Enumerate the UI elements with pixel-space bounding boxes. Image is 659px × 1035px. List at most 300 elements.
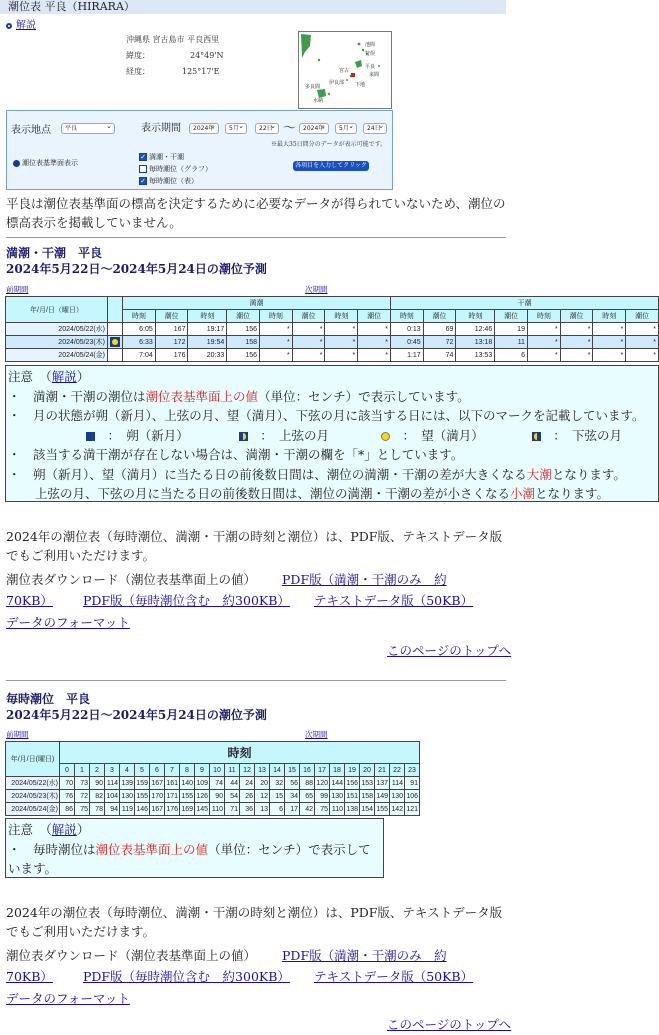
col-header: 時刻 <box>456 310 495 323</box>
hourly-value-cell: 44 <box>225 777 240 790</box>
low-tide-cell: * <box>560 323 593 336</box>
hourly-value-cell: 155 <box>135 790 150 803</box>
hourly-value-cell: 153 <box>360 777 375 790</box>
high-tide-cell: 19:54 <box>188 336 227 349</box>
hourly-value-cell: 42 <box>300 803 315 816</box>
location-info <box>126 32 224 80</box>
hourly-value-cell: 156 <box>345 777 360 790</box>
hourly-value-cell: 76 <box>60 790 75 803</box>
high-tide-cell: 172 <box>155 336 188 349</box>
moon-legend <box>8 426 656 446</box>
low-tide-cell: * <box>626 323 659 336</box>
hourly-value-cell: 159 <box>135 777 150 790</box>
note-emphasis: 大潮 <box>526 466 552 482</box>
hourly-date-header: 年/月/日(曜日) <box>6 742 60 777</box>
note-text: 朔（新月）、望（満月）に当たる日の前後数日間は、潮位の満潮・干潮の差が大きくなる <box>33 466 527 482</box>
hourly-value-cell: 20 <box>255 777 270 790</box>
pdf-highlow-link[interactable]: PDF版（満潮・干潮のみ 約 <box>282 948 447 963</box>
text-data-link[interactable]: テキストデータ版（50KB） <box>313 593 474 608</box>
note-item <box>8 465 656 485</box>
hourly-value-cell: 144 <box>330 777 345 790</box>
high-tide-cell: 19:17 <box>188 323 227 336</box>
hourly-table <box>5 741 420 816</box>
low-tide-cell: * <box>527 336 560 349</box>
high-tide-cell: * <box>325 336 358 349</box>
col-header: 潮位 <box>423 310 456 323</box>
hourly-row <box>6 803 420 816</box>
notes-explain-link[interactable]: 解説 <box>51 369 77 384</box>
low-tide-cell: 12:46 <box>456 323 495 336</box>
hourly-value-cell: 15 <box>270 790 285 803</box>
checkbox-checked-icon: ✓ <box>140 153 146 161</box>
download-label: 潮位表ダウンロード（潮位表基準面上の値） <box>6 572 257 587</box>
low-tide-cell: * <box>593 323 626 336</box>
pdf-highlow-link[interactable]: PDF版（満潮・干潮のみ 約 <box>282 572 447 587</box>
check-hourly-table-label: 毎時潮位（表） <box>149 177 198 185</box>
hourly-value-cell: 114 <box>105 777 120 790</box>
hourly-value-cell: 130 <box>120 790 135 803</box>
check-highlow-label: 満潮・干潮 <box>149 153 184 161</box>
last-quarter-moon-icon <box>532 432 541 441</box>
to-month-select[interactable]: 5月 ⌄ <box>335 123 357 134</box>
tide-table <box>5 296 659 362</box>
low-tide-cell: 6 <box>495 349 528 362</box>
high-tide-cell: * <box>260 323 293 336</box>
hourly-value-cell: 26 <box>240 790 255 803</box>
site-label: 表示地点 <box>11 125 51 136</box>
map-label: 下地 <box>355 82 366 88</box>
checkbox-unchecked-icon <box>139 165 147 173</box>
high-tide-cell: 7:04 <box>123 349 156 362</box>
data-format-link[interactable]: データのフォーマット <box>6 615 130 630</box>
map-islands-graphic <box>299 32 391 108</box>
col-header: 潮位 <box>155 310 188 323</box>
note-item <box>8 840 381 879</box>
low-tide-header: 干潮 <box>390 297 658 310</box>
tide-section-title: 満潮・干潮 平良 <box>6 246 103 260</box>
hour-column-header: 8 <box>180 764 195 777</box>
search-form <box>6 110 393 190</box>
hour-column-header: 0 <box>60 764 75 777</box>
low-tide-cell: 13:53 <box>456 349 495 362</box>
bullet: ・ <box>8 408 21 423</box>
note-item <box>8 406 656 426</box>
submit-button[interactable]: 各項目を入力してクリック <box>293 161 369 171</box>
hour-column-header: 4 <box>120 764 135 777</box>
bullet: ・ <box>8 466 21 482</box>
map-label: 池間 <box>365 42 376 48</box>
note-text: （単位：センチ）で表示しています。 <box>8 841 371 876</box>
low-tide-cell: * <box>527 323 560 336</box>
moon-cell <box>108 323 123 336</box>
col-header: 時刻 <box>527 310 560 323</box>
bullet: ・ <box>8 388 21 404</box>
col-date-header: 年/月/日（曜日） <box>6 297 108 323</box>
hourly-value-cell: 88 <box>300 777 315 790</box>
col-header: 時刻 <box>188 310 227 323</box>
hourly-value-cell: 70 <box>60 777 75 790</box>
from-month-select[interactable]: 5月 ⌄ <box>225 123 247 134</box>
lon-value: 125°17'E <box>182 67 220 76</box>
col-header: 時刻 <box>260 310 293 323</box>
hourly-value-cell: 137 <box>375 777 390 790</box>
hour-column-header: 23 <box>405 764 420 777</box>
note-emphasis: 小潮 <box>510 486 536 501</box>
tide-date: 2024/05/24(金) <box>6 349 108 362</box>
note-emphasis: 潮位表基準面上の値 <box>145 388 259 404</box>
hour-column-header: 6 <box>150 764 165 777</box>
hourly-row <box>6 790 420 803</box>
hourly-value-cell: 138 <box>345 803 360 816</box>
hour-column-header: 17 <box>315 764 330 777</box>
site-select[interactable]: 平良 ⌄ <box>61 123 115 134</box>
hour-column-header: 13 <box>255 764 270 777</box>
hourly-date: 2024/05/23(木) <box>6 790 60 803</box>
download-row <box>6 988 130 1009</box>
hourly-value-cell: 104 <box>105 790 120 803</box>
hourly-value-cell: 167 <box>150 803 165 816</box>
hourly-date: 2024/05/22(水) <box>6 777 60 790</box>
low-tide-cell: * <box>593 336 626 349</box>
hour-column-header: 7 <box>165 764 180 777</box>
low-tide-cell: * <box>626 349 659 362</box>
paren: ） <box>76 822 90 837</box>
low-tide-cell: * <box>593 349 626 362</box>
bullet-icon <box>6 23 12 29</box>
next-period-link[interactable]: 次期間 <box>305 730 328 739</box>
note-text: 上弦の月、下弦の月に当たる日の前後数日間は、潮位の満潮・干潮の差が小さくなる <box>35 486 511 501</box>
full-moon-label: ： 望（満月） <box>402 427 484 443</box>
divider <box>6 680 506 681</box>
low-tide-cell: 74 <box>423 349 456 362</box>
hour-column-header: 3 <box>105 764 120 777</box>
low-tide-cell: 13:18 <box>456 336 495 349</box>
note-text: 該当する満干潮が存在しない場合は、満潮・干潮の欄を「*」としています。 <box>33 447 464 462</box>
hourly-value-cell: 17 <box>285 803 300 816</box>
hourly-value-cell: 75 <box>75 803 90 816</box>
hourly-value-cell: 71 <box>225 803 240 816</box>
high-tide-cell: * <box>325 323 358 336</box>
check-hourly-table[interactable] <box>139 175 212 187</box>
hourly-value-cell: 65 <box>300 790 315 803</box>
first-quarter-moon-icon <box>239 432 248 441</box>
download-intro: 2024年の潮位表（毎時潮位、満潮・干潮の時刻と潮位）は、PDF版、テキストデータ版でもご利用いただけます。 <box>6 529 503 563</box>
pdf-hourly-link[interactable]: PDF版（毎時潮位含む 約300KB） <box>82 969 290 984</box>
last-quarter-label: ： 下弦の月 <box>553 427 623 443</box>
paren: （ <box>45 822 52 837</box>
hour-column-header: 20 <box>360 764 375 777</box>
note-text: 毎時潮位は <box>33 841 96 857</box>
hourly-value-cell: 167 <box>150 777 165 790</box>
notes-explain-link[interactable]: 解説 <box>51 822 77 837</box>
period-label: 表示期間 <box>141 123 181 134</box>
high-tide-header: 満潮 <box>123 297 391 310</box>
hourly-value-cell: 140 <box>180 777 195 790</box>
from-day-select[interactable]: 22日 ⌄ <box>255 123 279 134</box>
hour-column-header: 1 <box>75 764 90 777</box>
hourly-value-cell: 121 <box>405 803 420 816</box>
hourly-value-cell: 139 <box>120 777 135 790</box>
notes-head-row <box>8 820 381 840</box>
col-header: 潮位 <box>292 310 325 323</box>
hour-column-header: 19 <box>345 764 360 777</box>
hourly-value-cell: 72 <box>75 790 90 803</box>
hourly-value-cell: 109 <box>195 777 210 790</box>
radio-selected-icon <box>13 160 20 167</box>
moon-cell <box>108 349 123 362</box>
explain-link-row <box>6 16 36 31</box>
hourly-value-cell: 158 <box>360 790 375 803</box>
col-header: 潮位 <box>227 310 260 323</box>
hourly-value-cell: 6 <box>270 803 285 816</box>
map-label: 狩俣 <box>365 51 376 57</box>
hour-column-header: 16 <box>300 764 315 777</box>
download-row <box>6 966 473 987</box>
col-header: 時刻 <box>325 310 358 323</box>
low-tide-cell: 69 <box>423 323 456 336</box>
tide-row <box>6 349 659 362</box>
hour-column-header: 15 <box>285 764 300 777</box>
hour-column-header: 5 <box>135 764 150 777</box>
datum-radio-label: 潮位表基準面表示 <box>22 159 78 167</box>
hourly-value-cell: 154 <box>360 803 375 816</box>
hourly-value-cell: 149 <box>375 790 390 803</box>
hourly-value-cell: 170 <box>150 790 165 803</box>
hourly-section-subtitle: 2024年5月22日〜2024年5月24日の潮位予測 <box>6 708 267 722</box>
note-text: 満潮・干潮の潮位は <box>33 388 146 404</box>
hourly-value-cell: 169 <box>180 803 195 816</box>
hourly-value-cell: 56 <box>285 777 300 790</box>
lat-label: 緯度： <box>126 51 150 60</box>
note-item <box>8 445 656 465</box>
map-label: 平良 <box>365 64 376 70</box>
high-tide-cell: 176 <box>155 349 188 362</box>
checkbox-checked-icon: ✓ <box>140 177 146 185</box>
to-year-select[interactable]: 2024年 ⌄ <box>299 123 329 134</box>
hourly-value-cell: 120 <box>315 777 330 790</box>
notes-heading: 注意 <box>8 822 34 837</box>
hourly-value-cell: 119 <box>120 803 135 816</box>
col-header: 時刻 <box>123 310 156 323</box>
download-intro: 2024年の潮位表（毎時潮位、満潮・干潮の時刻と潮位）は、PDF版、テキストデータ版でもご利用いただけます。 <box>6 905 503 939</box>
high-tide-cell: 167 <box>155 323 188 336</box>
hourly-row <box>6 777 420 790</box>
low-tide-cell: 19 <box>495 323 528 336</box>
full-moon-icon <box>110 337 120 347</box>
hourly-value-cell: 91 <box>405 777 420 790</box>
full-moon-icon <box>381 432 390 441</box>
high-tide-cell: * <box>292 336 325 349</box>
check-highlow[interactable] <box>139 151 212 163</box>
note-text: となります。 <box>535 486 610 501</box>
tide-row <box>6 336 659 349</box>
hour-column-header: 12 <box>240 764 255 777</box>
map-label: 伊良部 <box>329 80 345 86</box>
high-tide-cell: 156 <box>227 323 260 336</box>
map-label: 多良間 <box>305 84 321 90</box>
period-tilde: 〜 <box>283 121 297 136</box>
low-tide-cell: * <box>626 336 659 349</box>
hourly-value-cell: 75 <box>315 803 330 816</box>
to-day-select[interactable]: 24日 ⌄ <box>363 123 387 134</box>
hourly-value-cell: 171 <box>165 790 180 803</box>
low-tide-cell: * <box>560 349 593 362</box>
hour-column-header: 18 <box>330 764 345 777</box>
tide-notes <box>5 365 659 502</box>
hourly-value-cell: 110 <box>210 803 225 816</box>
high-tide-cell: 6:05 <box>123 323 156 336</box>
high-tide-cell: * <box>260 336 293 349</box>
hourly-value-cell: 34 <box>285 790 300 803</box>
check-hourly-graph-label: 毎時潮位（グラフ） <box>149 165 212 173</box>
hourly-value-cell: 155 <box>375 803 390 816</box>
col-header: 時刻 <box>390 310 423 323</box>
from-year-select[interactable]: 2024年 ⌄ <box>189 123 219 134</box>
location-map <box>298 31 392 109</box>
location-address: 沖縄県 宮古島市 平良西里 <box>126 35 220 44</box>
note-item <box>8 484 656 504</box>
prev-period-link[interactable]: 前期間 <box>6 730 29 739</box>
explain-link[interactable]: 解説 <box>16 20 36 31</box>
hourly-value-cell: 74 <box>210 777 225 790</box>
map-label: 水納 <box>313 98 324 104</box>
download-row <box>6 590 473 611</box>
hour-column-header: 11 <box>225 764 240 777</box>
hourly-value-cell: 90 <box>90 777 105 790</box>
bullet: ・ <box>8 841 21 857</box>
hour-column-header: 14 <box>270 764 285 777</box>
hourly-value-cell: 32 <box>270 777 285 790</box>
high-tide-cell: * <box>358 349 391 362</box>
hourly-value-cell: 130 <box>330 790 345 803</box>
tide-section-subtitle: 2024年5月22日〜2024年5月24日の潮位予測 <box>6 262 267 276</box>
high-tide-cell: * <box>292 349 325 362</box>
data-format-link[interactable]: データのフォーマット <box>6 991 130 1006</box>
low-tide-cell: * <box>527 349 560 362</box>
hour-column-header: 10 <box>210 764 225 777</box>
col-header: 潮位 <box>560 310 593 323</box>
hour-column-header: 21 <box>375 764 390 777</box>
hour-columns-row <box>6 764 420 777</box>
low-tide-cell: 11 <box>495 336 528 349</box>
hourly-date: 2024/05/24(金) <box>6 803 60 816</box>
low-tide-cell: 0:45 <box>390 336 423 349</box>
period-note: ※最大35日間分のデータが表示可能です。 <box>271 141 387 148</box>
download-row <box>6 569 447 590</box>
page-top-link[interactable]: このページのトップへ <box>387 643 512 658</box>
notes-heading: 注意 <box>8 369 34 384</box>
hourly-value-cell: 73 <box>75 777 90 790</box>
hourly-value-cell: 110 <box>330 803 345 816</box>
next-period-link[interactable]: 次期間 <box>305 285 328 294</box>
hourly-value-cell: 54 <box>225 790 240 803</box>
page-title: 潮位表 平良（HIRARA） <box>0 0 506 14</box>
prev-period-link[interactable]: 前期間 <box>6 285 29 294</box>
hourly-table-body <box>6 777 420 816</box>
tide-table-body <box>6 323 659 362</box>
paren: ） <box>76 369 90 384</box>
hourly-value-cell: 99 <box>315 790 330 803</box>
datum-radio[interactable] <box>13 158 78 168</box>
hourly-value-cell: 145 <box>195 803 210 816</box>
hourly-value-cell: 106 <box>405 790 420 803</box>
low-tide-cell: * <box>560 336 593 349</box>
lat-value: 24°49'N <box>190 51 224 60</box>
first-quarter-label: ： 上弦の月 <box>260 427 330 443</box>
high-tide-cell: 6:33 <box>123 336 156 349</box>
tide-row <box>6 323 659 336</box>
hourly-value-cell: 13 <box>255 803 270 816</box>
notes-head-row <box>8 367 656 387</box>
download-label: 潮位表ダウンロード（潮位表基準面上の値） <box>6 948 257 963</box>
high-tide-cell: * <box>358 323 391 336</box>
note-text: （単位：センチ）で表示しています。 <box>258 388 470 404</box>
col-header: 潮位 <box>495 310 528 323</box>
pdf-highlow-link-cont[interactable]: 70KB） <box>6 969 53 984</box>
high-tide-cell: 158 <box>227 336 260 349</box>
download-row <box>6 612 130 633</box>
low-tide-cell: 1:17 <box>390 349 423 362</box>
text-data-link[interactable]: テキストデータ版（50KB） <box>313 969 474 984</box>
hourly-value-cell: 82 <box>90 790 105 803</box>
high-tide-cell: 20:33 <box>188 349 227 362</box>
tide-date: 2024/05/23(木) <box>6 336 108 349</box>
hourly-value-cell: 155 <box>180 790 195 803</box>
hourly-value-cell: 151 <box>345 790 360 803</box>
col-header: 時刻 <box>593 310 626 323</box>
hourly-section-title: 毎時潮位 平良 <box>6 692 91 706</box>
note-text: 月の状態が朔（新月）、上弦の月、望（満月）、下弦の月に該当する日には、以下のマークを記載しています。 <box>33 408 645 423</box>
hourly-value-cell: 24 <box>240 777 255 790</box>
new-moon-icon <box>86 432 95 441</box>
low-tide-cell: 0:13 <box>390 323 423 336</box>
note-text: となります。 <box>551 466 626 482</box>
display-options <box>139 151 212 187</box>
high-tide-cell: * <box>358 336 391 349</box>
high-tide-cell: 156 <box>227 349 260 362</box>
new-moon-label: ： 朔（新月） <box>107 427 189 443</box>
hourly-value-cell: 161 <box>165 777 180 790</box>
hourly-value-cell: 176 <box>165 803 180 816</box>
check-hourly-graph[interactable] <box>139 163 212 175</box>
pdf-hourly-link[interactable]: PDF版（毎時潮位含む 約300KB） <box>82 593 290 608</box>
page-top-link[interactable]: このページのトップへ <box>387 1017 512 1032</box>
hourly-value-cell: 142 <box>390 803 405 816</box>
datum-notice: 平良は潮位表基準面の標高を決定するために必要なデータが得られていないため、潮位の標高表示を掲載していません。 <box>6 196 506 230</box>
moon-cell <box>108 336 123 349</box>
high-tide-cell: * <box>292 323 325 336</box>
note-item <box>8 387 656 407</box>
pdf-highlow-link-cont[interactable]: 70KB） <box>6 593 53 608</box>
lon-label: 経度： <box>126 67 150 76</box>
hour-column-header: 22 <box>390 764 405 777</box>
hourly-value-cell: 78 <box>90 803 105 816</box>
download-row <box>6 945 447 966</box>
map-label: 宮古 <box>339 68 350 74</box>
moon-col-header <box>108 297 123 323</box>
bullet: ・ <box>8 447 21 462</box>
high-tide-cell: * <box>260 349 293 362</box>
hourly-value-cell: 146 <box>135 803 150 816</box>
high-tide-cell: * <box>325 349 358 362</box>
hourly-value-cell: 130 <box>390 790 405 803</box>
hourly-notes <box>5 818 384 878</box>
hour-column-header: 9 <box>195 764 210 777</box>
hourly-value-cell: 114 <box>390 777 405 790</box>
hourly-value-cell: 94 <box>105 803 120 816</box>
col-header: 潮位 <box>626 310 659 323</box>
low-tide-cell: 72 <box>423 336 456 349</box>
